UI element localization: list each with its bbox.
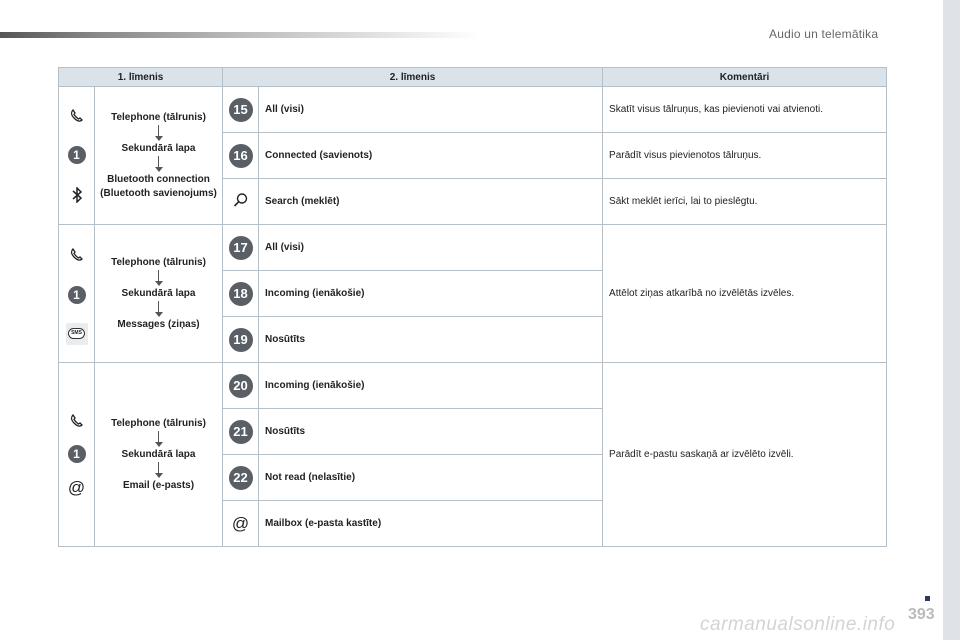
level1-icons [59,363,95,547]
path-item: Sekundārā lapa [121,142,196,154]
arrow-down-icon [155,156,163,173]
sms-icon: SMS [66,323,88,345]
watermark: carmanualsonline.info [700,614,896,635]
path-item: Messages (ziņas) [117,318,200,330]
option-badge: 21 [229,420,253,444]
phone-icon [65,409,89,433]
arrow-down-icon [155,462,163,479]
phone-icon [65,104,89,128]
option-badge: 17 [229,236,253,260]
option-label: All (visi) [259,87,603,133]
path-item: Bluetooth connection (Bluetooth savienojums) [100,173,217,199]
option-label: Incoming (ienākošie) [259,271,603,317]
at-sign-icon: @ [67,477,86,497]
arrow-down-icon [155,270,163,287]
level1-badge: 1 [68,146,86,164]
option-label: Mailbox (e-pasta kastīte) [259,501,603,547]
level1-badge: 1 [68,286,86,304]
path-item: Telephone (tālrunis) [111,111,206,123]
at-sign-icon: @ [231,513,250,533]
option-badge: 22 [229,466,253,490]
table-header-row [59,68,887,87]
header-level2: 2. līmenis [223,68,603,87]
table-row [59,225,887,271]
path-item: Sekundārā lapa [121,448,196,460]
option-badge: 18 [229,282,253,306]
page-marker [925,596,930,601]
option-comment: Parādīt visus pievienotos tālruņus. [603,133,887,179]
option-comment: Skatīt visus tālruņus, kas pievienoti vai atvienoti. [603,87,887,133]
option-label: Connected (savienots) [259,133,603,179]
level1-path [95,363,223,547]
page-number: 393 [908,606,935,623]
section-title: Audio un telemātika [769,27,879,41]
bluetooth-icon [65,183,89,207]
option-label: Search (meklēt) [259,179,603,225]
level1-icons [59,87,95,225]
path-item: Telephone (tālrunis) [111,417,206,429]
option-label: All (visi) [259,225,603,271]
option-label: Incoming (ienākošie) [259,363,603,409]
search-icon [233,192,249,211]
option-label: Nosūtīts [259,317,603,363]
path-item: Email (e-pasts) [122,479,195,491]
level1-path [95,225,223,363]
path-item: Sekundārā lapa [121,287,196,299]
arrow-down-icon [155,301,163,318]
phone-icon [65,243,89,267]
level1-icons [59,225,95,363]
menu-table [58,67,887,547]
level1-badge: 1 [68,445,86,463]
table-row [59,363,887,409]
option-comment: Sākt meklēt ierīci, lai to pieslēgtu. [603,179,887,225]
option-label: Not read (nelasītie) [259,455,603,501]
header-gradient-bar [0,32,480,38]
group-comment: Parādīt e-pastu saskaņā ar izvēlēto izvēli. [603,363,887,547]
arrow-down-icon [155,125,163,142]
table-row [59,87,887,133]
option-badge: 15 [229,98,253,122]
option-badge: 19 [229,328,253,352]
header-level1: 1. līmenis [59,68,223,87]
level1-path [95,87,223,225]
option-badge: 16 [229,144,253,168]
path-item: Telephone (tālrunis) [111,256,206,268]
group-comment: Attēlot ziņas atkarībā no izvēlētās izvēles. [603,225,887,363]
arrow-down-icon [155,431,163,448]
option-label: Nosūtīts [259,409,603,455]
header-comment: Komentāri [603,68,887,87]
page-edge-strip [943,0,960,640]
option-badge: 20 [229,374,253,398]
